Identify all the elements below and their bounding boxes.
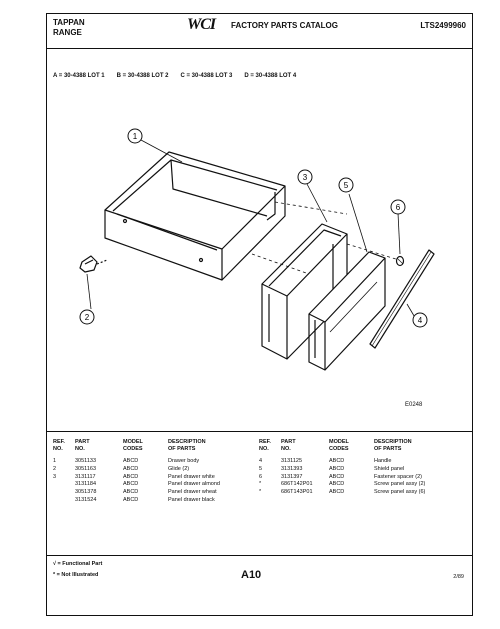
cell-model: ABCD bbox=[123, 458, 139, 464]
brand-name: TAPPAN bbox=[53, 18, 85, 27]
product-type: RANGE bbox=[53, 28, 82, 37]
cell-model: ABCD bbox=[123, 489, 139, 496]
catalog-number: LTS2499960 bbox=[420, 21, 466, 30]
wci-logo: WCI bbox=[187, 16, 216, 33]
cell-part: 3131524 bbox=[75, 497, 97, 503]
cell-part: 686T142P01 bbox=[281, 481, 313, 488]
cell-desc: Drawer body bbox=[168, 458, 200, 464]
header-model: MODEL CODES bbox=[329, 439, 349, 452]
cell-desc: Panel drawer white bbox=[168, 473, 215, 480]
cell-ref: 5 bbox=[259, 465, 263, 472]
cell-ref: 3 bbox=[53, 473, 57, 480]
cell-ref: 6 bbox=[259, 473, 263, 480]
cell-part: 3051133 bbox=[75, 458, 97, 464]
cell-part: 3131184 bbox=[75, 481, 97, 488]
cell-model: ABCD bbox=[123, 481, 139, 488]
revision-date: 2/89 bbox=[453, 574, 464, 580]
cell-model: ABCD bbox=[329, 489, 345, 496]
cell-part: 3051163 bbox=[75, 465, 97, 472]
cell-ref: 2 bbox=[53, 465, 57, 472]
lot-item: B = 30-4388 LOT 2 bbox=[116, 73, 169, 79]
cell-desc: Fastener spacer (2) bbox=[374, 473, 422, 480]
callout-3 bbox=[298, 170, 312, 184]
cell-part: 3131393 bbox=[281, 465, 303, 472]
cell-part: 3131397 bbox=[281, 473, 303, 480]
lot-item: D = 30-4388 LOT 4 bbox=[244, 73, 297, 79]
header-part: PART NO. bbox=[75, 439, 90, 452]
cell-model: ABCD bbox=[329, 481, 345, 488]
brand-block bbox=[53, 18, 85, 38]
cell-ref: * bbox=[259, 489, 262, 496]
callout-5 bbox=[339, 178, 353, 192]
cell-part: 3131117 bbox=[75, 473, 96, 480]
cell-model: ABCD bbox=[329, 473, 345, 480]
callout-6 bbox=[391, 200, 405, 214]
cell-part: 686T143P01 bbox=[281, 489, 313, 496]
callout-balloons bbox=[80, 129, 427, 327]
footnote-not-illustrated: * = Not Illustrated bbox=[53, 572, 99, 578]
page-number: A10 bbox=[241, 569, 262, 581]
callout-2 bbox=[80, 310, 94, 324]
exploded-drawer-diagram bbox=[47, 84, 472, 429]
header-desc: DESCRIPTION OF PARTS bbox=[374, 439, 412, 452]
cell-desc: Handle bbox=[374, 458, 392, 464]
svg-text:6: 6 bbox=[395, 203, 401, 212]
cell-part: 3131125 bbox=[281, 458, 303, 464]
cell-model: ABCD bbox=[329, 465, 345, 472]
table-top-rule bbox=[47, 431, 472, 432]
glide-drawing bbox=[80, 256, 107, 272]
cell-model: ABCD bbox=[123, 473, 139, 480]
cell-model: ABCD bbox=[329, 458, 345, 464]
fastener-spacer-drawing bbox=[397, 257, 404, 266]
callout-1 bbox=[128, 129, 142, 143]
cell-model: ABCD bbox=[123, 497, 139, 503]
header-model: MODEL CODES bbox=[123, 439, 143, 452]
figure-code: E0248 bbox=[405, 402, 423, 408]
lot-item: A = 30-4388 LOT 1 bbox=[53, 73, 105, 79]
svg-text:5: 5 bbox=[343, 181, 349, 190]
cell-desc: Screw panel assy (2) bbox=[374, 481, 426, 488]
table-bottom-rule bbox=[47, 555, 472, 556]
header-desc: DESCRIPTION OF PARTS bbox=[168, 439, 206, 452]
cell-part: 3051378 bbox=[75, 489, 97, 496]
header-rule bbox=[47, 48, 472, 49]
cell-ref: * bbox=[259, 481, 262, 488]
svg-text:1: 1 bbox=[132, 132, 138, 141]
lot-item: C = 30-4388 LOT 3 bbox=[180, 73, 233, 79]
drawer-body-drawing bbox=[105, 152, 285, 280]
cell-ref: 4 bbox=[259, 458, 263, 464]
cell-desc: Screw panel assy (6) bbox=[374, 489, 426, 496]
svg-text:2: 2 bbox=[84, 313, 90, 322]
footnote-functional: √ = Functional Part bbox=[53, 561, 103, 567]
cell-desc: Panel drawer wheat bbox=[168, 489, 217, 496]
parts-catalog-page bbox=[46, 13, 473, 616]
svg-text:4: 4 bbox=[417, 316, 423, 325]
cell-desc: Shield panel bbox=[374, 465, 405, 472]
header-ref: REF. NO. bbox=[53, 439, 65, 452]
lot-legend bbox=[53, 73, 296, 79]
cell-desc: Panel drawer black bbox=[168, 497, 215, 503]
cell-ref: 1 bbox=[53, 458, 57, 464]
header-ref: REF. NO. bbox=[259, 439, 271, 452]
svg-text:3: 3 bbox=[302, 173, 308, 182]
cell-desc: Glide (2) bbox=[168, 465, 190, 472]
header-part: PART NO. bbox=[281, 439, 296, 452]
callout-4 bbox=[413, 313, 427, 327]
cell-model: ABCD bbox=[123, 465, 139, 472]
catalog-title: FACTORY PARTS CATALOG bbox=[231, 21, 338, 30]
cell-desc: Panel drawer almond bbox=[168, 481, 220, 488]
